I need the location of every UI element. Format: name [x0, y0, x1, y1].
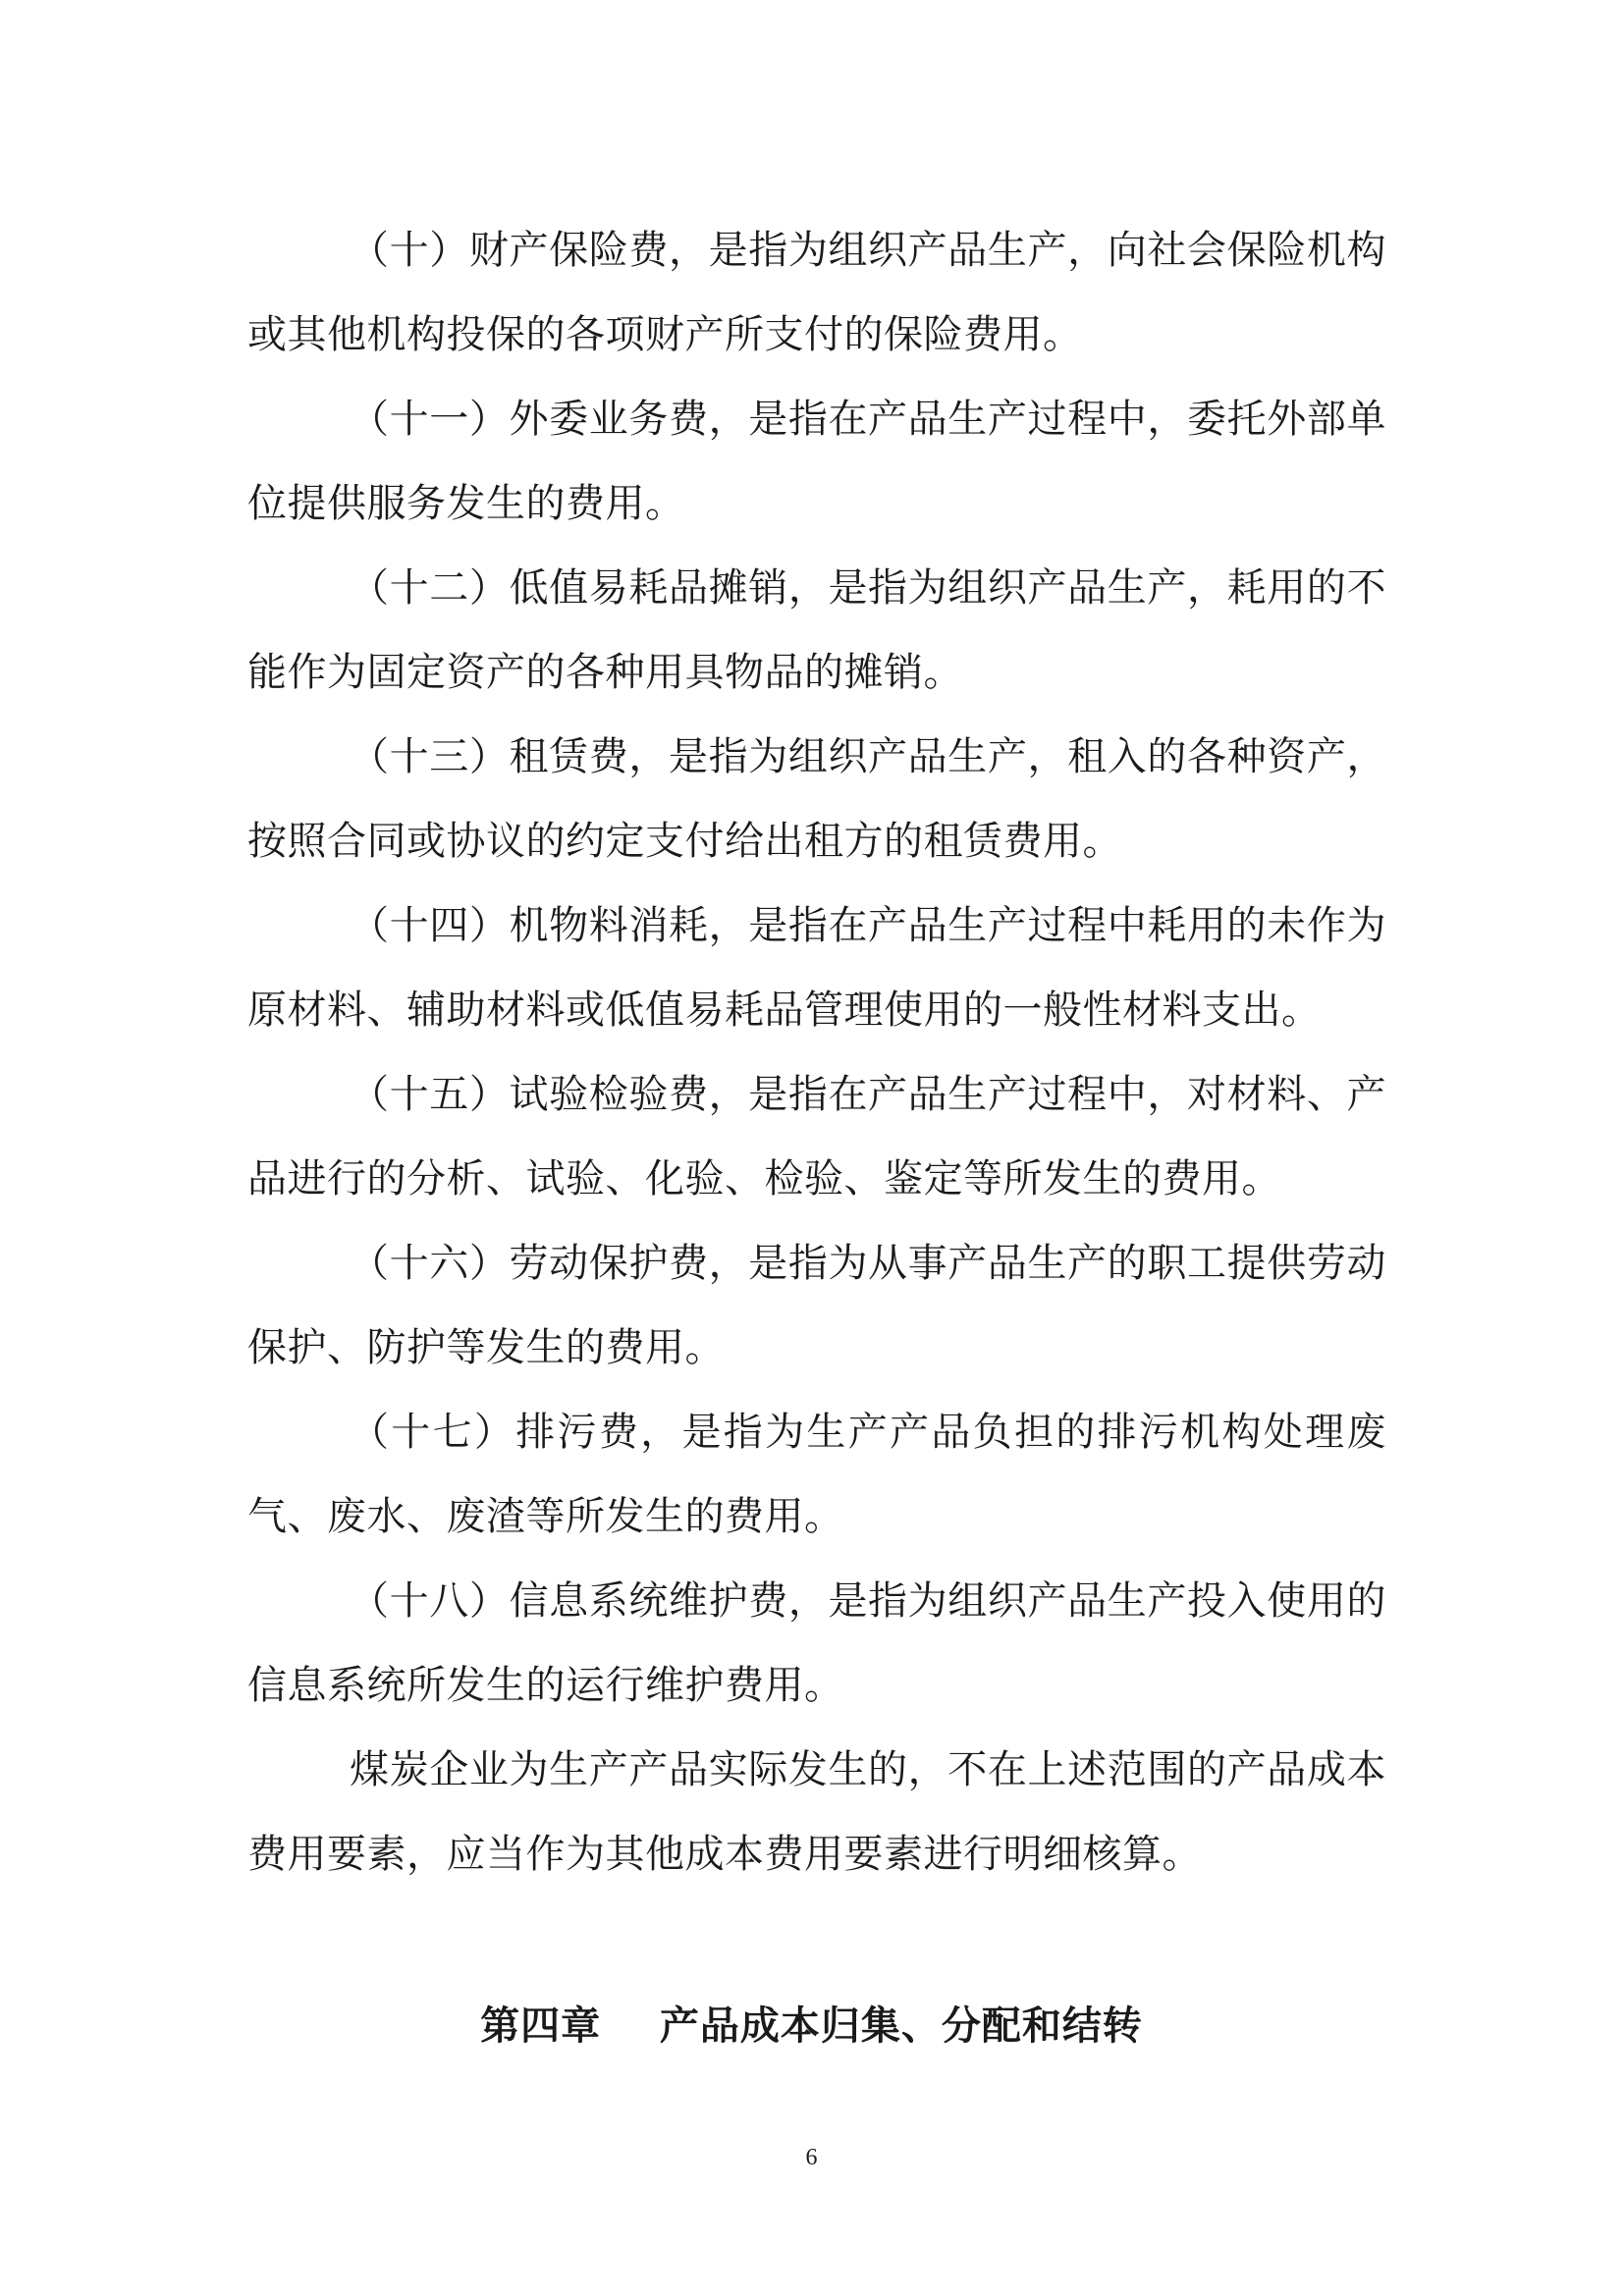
paragraph-other-costs: 煤炭企业为生产产品实际发生的，不在上述范围的产品成本费用要素，应当作为其他成本费用要素进行明细核算。	[247, 1747, 1386, 1877]
paragraph-low-value-consumables: （十二）低值易耗品摊销，是指为组织产品生产，耗用的不能作为固定资产的各种用具物品的摊销。	[247, 565, 1386, 695]
paragraph-lease-fee: （十三）租赁费，是指为组织产品生产，租入的各种资产，按照合同或协议的约定支付给出租方的租赁费用。	[247, 734, 1386, 864]
chapter-heading: 第四章 产品成本归集、分配和结转	[480, 2003, 1143, 2049]
paragraph-outsourcing-fee: （十一）外委业务费，是指在产品生产过程中，委托外部单位提供服务发生的费用。	[247, 397, 1386, 526]
paragraph-labor-protection: （十六）劳动保护费，是指为从事产品生产的职工提供劳动保护、防护等发生的费用。	[247, 1241, 1386, 1370]
body-text	[247, 208, 1386, 1896]
paragraph-property-insurance: （十）财产保险费，是指为组织产品生产，向社会保险机构或其他机构投保的各项财产所支付的保险费用。	[247, 228, 1386, 357]
paragraph-testing-fee: （十五）试验检验费，是指在产品生产过程中，对材料、产品进行的分析、试验、化验、检验、鉴定等所发生的费用。	[247, 1072, 1386, 1201]
paragraph-pollution-fee: （十七）排污费，是指为生产产品负担的排污机构处理废气、废水、废渣等所发生的费用。	[247, 1410, 1386, 1539]
paragraph-machine-materials: （十四）机物料消耗，是指在产品生产过程中耗用的未作为原材料、辅助材料或低值易耗品管理使用的一般性材料支出。	[247, 903, 1386, 1033]
page-number: 6	[805, 2145, 818, 2170]
paragraph-it-maintenance: （十八）信息系统维护费，是指为组织产品生产投入使用的信息系统所发生的运行维护费用。	[247, 1578, 1386, 1708]
